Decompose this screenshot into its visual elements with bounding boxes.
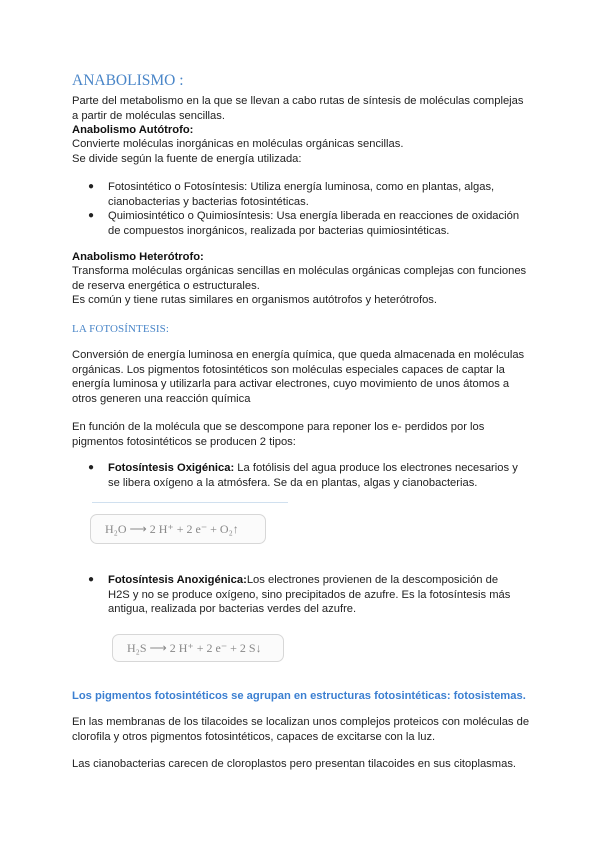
list-item: [72, 180, 520, 209]
anoxigenica-text: Los electrones provienen de la descomposición de H2S y no se produce oxígeno, sino precipitados de azufre. Es la fotosíntesis más antigua, realizada por bacterias verdes del azufre.: [108, 574, 511, 616]
bullet-text: Fotosintético o Fotosíntesis: Utiliza energía luminosa, como en plantas, algas, cianobacterias y bacterias fotosintéticas.: [108, 181, 495, 208]
autotrofo-line1: Convierte moléculas inorgánicas en moléculas orgánicas sencillas.: [72, 138, 404, 150]
bullet-icon: ●: [88, 462, 95, 473]
equation-anoxigenica: H₂S ⟶ 2 H⁺ + 2 e⁻ + 2 S↓: [127, 640, 262, 655]
autotrofo-heading: [72, 123, 532, 138]
equation-box-oxigenica: [90, 514, 266, 544]
divider: [92, 502, 288, 503]
autotrofo-bullet-list: [72, 180, 520, 238]
anoxigenica-list: [72, 573, 522, 617]
page-title: ANABOLISMO :: [72, 72, 184, 89]
heterotrofo-heading: [72, 250, 532, 265]
autotrofo-line2: Se divide según la fuente de energía utilizada:: [72, 153, 302, 165]
list-item: [72, 209, 520, 238]
fotosintesis-paragraph-1: Conversión de energía luminosa en energía química, que queda almacenada en moléculas orgánicas. Los pigmentos fotosintéticos son moléculas especiales capaces de captar la energía luminosa y utilizarla para activar electrones, cuyo movimiento de unos átomos a otros generen una reacción química: [72, 349, 525, 405]
intro-paragraph: Parte del metabolismo en la que se llevan a cabo rutas de síntesis de moléculas complejas a partir de moléculas sencillas.: [72, 95, 524, 122]
oxigenica-text: La fotólisis del agua produce los electrones necesarios y se libera oxígeno a la atmósfera. Se da en plantas, algas y cianobacterias.: [108, 462, 518, 489]
oxigenica-label: Fotosíntesis Oxigénica:: [108, 462, 235, 474]
heterotrofo-heading-text: Anabolismo Heterótrofo:: [72, 251, 204, 263]
fotosintesis-heading: LA FOTOSÍNTESIS:: [72, 323, 170, 335]
heterotrofo-line2: Es común y tiene rutas similares en organismos autótrofos y heterótrofos.: [72, 294, 438, 306]
oxigenica-list: [72, 461, 522, 490]
fotosistemas-paragraph-2: Las cianobacterias carecen de cloroplastos pero presentan tilacoides en sus citoplasmas.: [72, 758, 517, 770]
equation-oxigenica: H₂O ⟶ 2 H⁺ + 2 e⁻ + O₂↑: [105, 521, 239, 536]
bullet-text: Quimiosintético o Quimiosíntesis: Usa energía liberada en reacciones de oxidación de compuestos inorgánicos, realizada por bacterias quimiosintéticas.: [108, 210, 520, 237]
list-item: [72, 573, 522, 617]
list-item: [72, 461, 522, 490]
anoxigenica-label: Fotosíntesis Anoxigénica:: [108, 574, 247, 586]
fotosistemas-paragraph-1: En las membranas de los tilacoides se localizan unos complejos proteicos con moléculas de clorofila y otros pigmentos fotosintéticos, capaces de excitarse con la luz.: [72, 716, 530, 743]
bullet-icon: ●: [88, 574, 95, 585]
bullet-icon: ●: [88, 210, 95, 222]
bullet-icon: ●: [88, 181, 95, 192]
fotosintesis-paragraph-2: En función de la molécula que se descompone para reponer los e- perdidos por los pigmentos fotosintéticos se producen 2 tipos:: [72, 421, 485, 448]
autotrofo-heading-text: Anabolismo Autótrofo:: [72, 124, 194, 136]
fotosistemas-heading: Los pigmentos fotosintéticos se agrupan en estructuras fotosintéticas: fotosistemas.: [72, 690, 526, 702]
heterotrofo-line1: Transforma moléculas orgánicas sencillas en moléculas orgánicas complejas con funciones de reserva energética o estructurales.: [72, 265, 527, 292]
equation-box-anoxigenica: [112, 634, 284, 662]
